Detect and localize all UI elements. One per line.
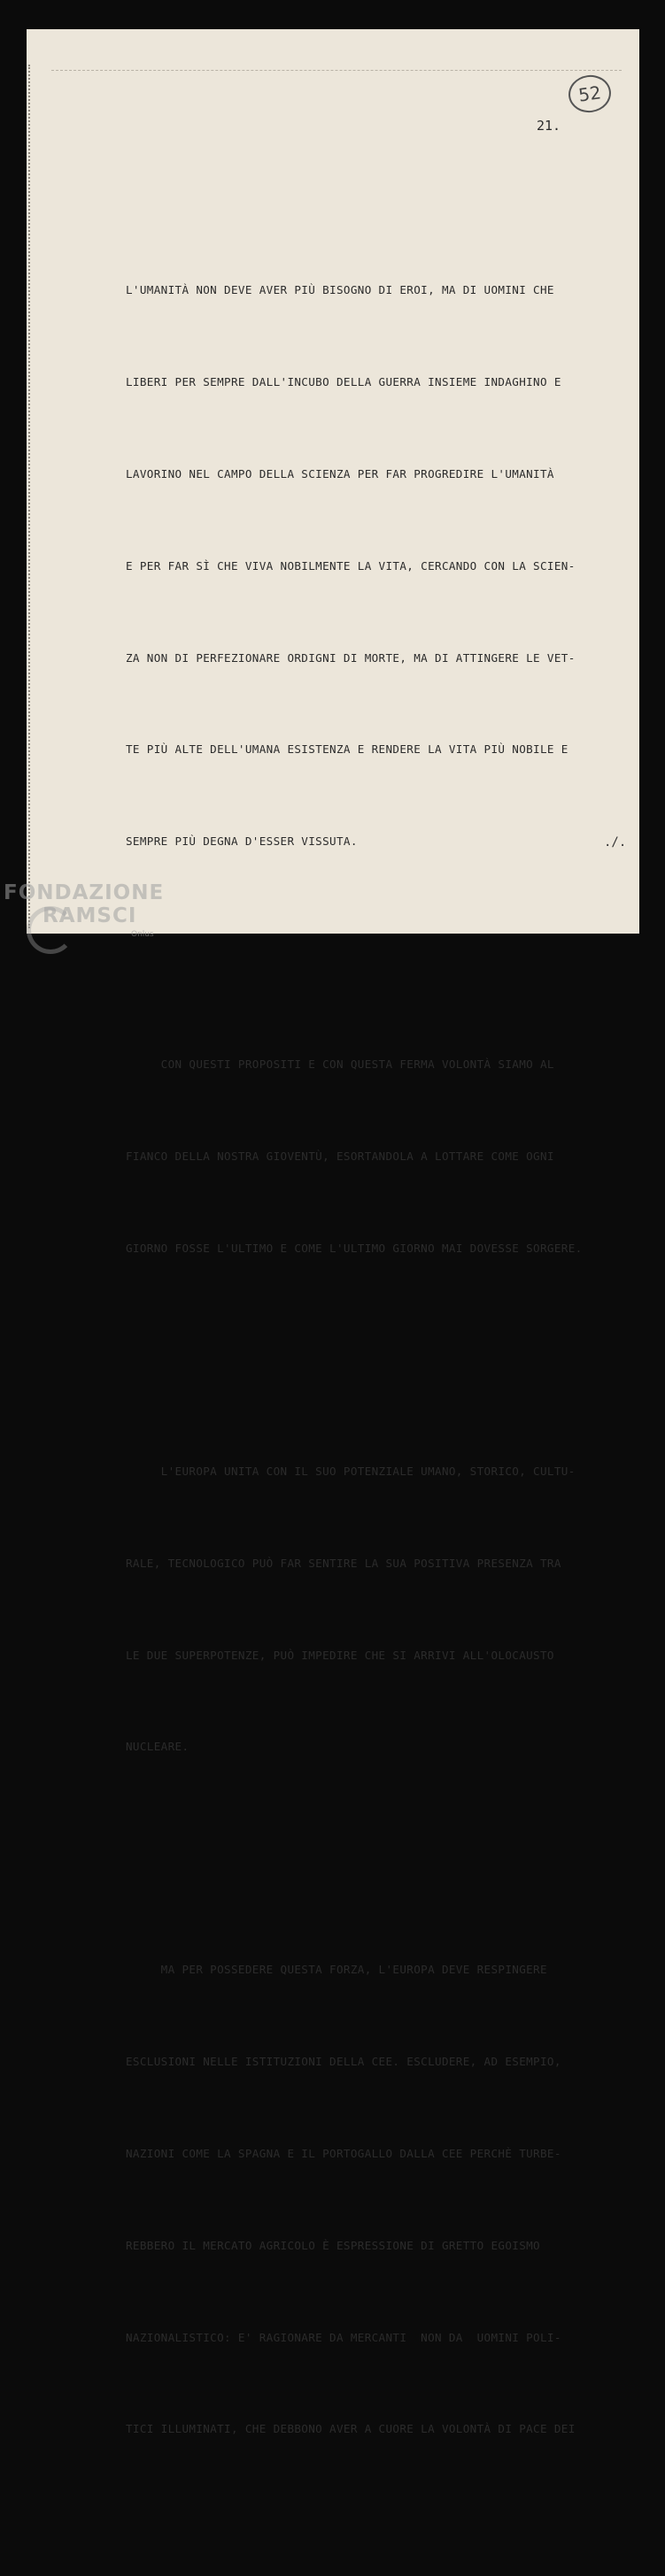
text-line: TICI ILLUMINATI, CHE DEBBONO AVER A CUORE LA VOLONTÀ DI PACE DEI: [126, 2422, 576, 2436]
paragraph-4: [126, 1894, 639, 2506]
text-line: L'UMANITÀ NON DEVE AVER PIÙ BISOGNO DI EROI, MA DI UOMINI CHE: [126, 283, 554, 297]
text-line: TE PIÙ ALTE DELL'UMANA ESISTENZA E RENDERE LA VITA PIÙ NOBILE E: [126, 742, 568, 757]
text-line: FIANCO DELLA NOSTRA GIOVENTÙ, ESORTANDOLA A LOTTARE COME OGNI: [126, 1150, 554, 1163]
text-line: REBBERO IL MERCATO AGRICOLO È ESPRESSIONE DI GRETTO EGOISMO: [126, 2238, 540, 2252]
text-line: NAZIONI COME LA SPAGNA E IL PORTOGALLO DALLA CEE PERCHÈ TURBE-: [126, 2147, 561, 2160]
text-line: CON QUESTI PROPOSITI E CON QUESTA FERMA VOLONTÀ SIAMO AL: [126, 1057, 554, 1072]
archive-stamp-number: 52: [566, 73, 613, 115]
watermark: [4, 881, 164, 927]
text-line: NUCLEARE.: [126, 1740, 189, 1754]
text-line: NAZIONALISTICO: E' RAGIONARE DA MERCANTI NON DA UOMINI POLI-: [126, 2330, 561, 2344]
page-number: 21.: [537, 118, 561, 134]
watermark-line-2: RAMSCI: [43, 904, 137, 927]
text-line: LIBERI PER SEMPRE DALL'INCUBO DELLA GUERRA INSIEME INDAGHINO E: [126, 375, 561, 389]
text-line: GIORNO FOSSE L'ULTIMO E COME L'ULTIMO GIORNO MAI DOVESSE SORGERE.: [126, 1241, 583, 1255]
text-line: MA PER POSSEDERE QUESTA FORZA, L'EUROPA DEVE RESPINGERE: [126, 1963, 547, 1977]
watermark-line-1: FONDAZIONE: [4, 881, 165, 904]
text-line: E PER FAR SÌ CHE VIVA NOBILMENTE LA VITA, CERCANDO CON LA SCIEN-: [126, 558, 576, 573]
paragraph-2: [126, 988, 639, 1326]
text-line: L'EUROPA UNITA CON IL SUO POTENZIALE UMANO, STORICO, CULTU-: [126, 1464, 576, 1478]
paragraph-1: [126, 214, 639, 919]
text-line: ESCLUSIONI NELLE ISTITUZIONI DELLA CEE. ESCLUDERE, AD ESEMPIO,: [126, 2055, 561, 2069]
text-line: RALE, TECNOLOGICO PUÒ FAR SENTIRE LA SUA POSITIVA PRESENZA TRA: [126, 1556, 561, 1570]
text-line: ZA NON DI PERFEZIONARE ORDIGNI DI MORTE, MA DI ATTINGERE LE VET-: [126, 650, 576, 665]
text-line: LE DUE SUPERPOTENZE, PUÒ IMPEDIRE CHE SI ARRIVI ALL'OLOCAUSTO: [126, 1648, 554, 1662]
document-body: [126, 153, 639, 2576]
text-line: SEMPRE PIÙ DEGNA D'ESSER VISSUTA.: [126, 834, 358, 849]
continuation-mark: ./.: [604, 835, 627, 850]
text-line: LAVORINO NEL CAMPO DELLA SCIENZA PER FAR PROGREDIRE L'UMANITÀ: [126, 466, 554, 481]
watermark-onlus: Onlus: [131, 930, 154, 939]
paragraph-3: [126, 1396, 639, 1824]
